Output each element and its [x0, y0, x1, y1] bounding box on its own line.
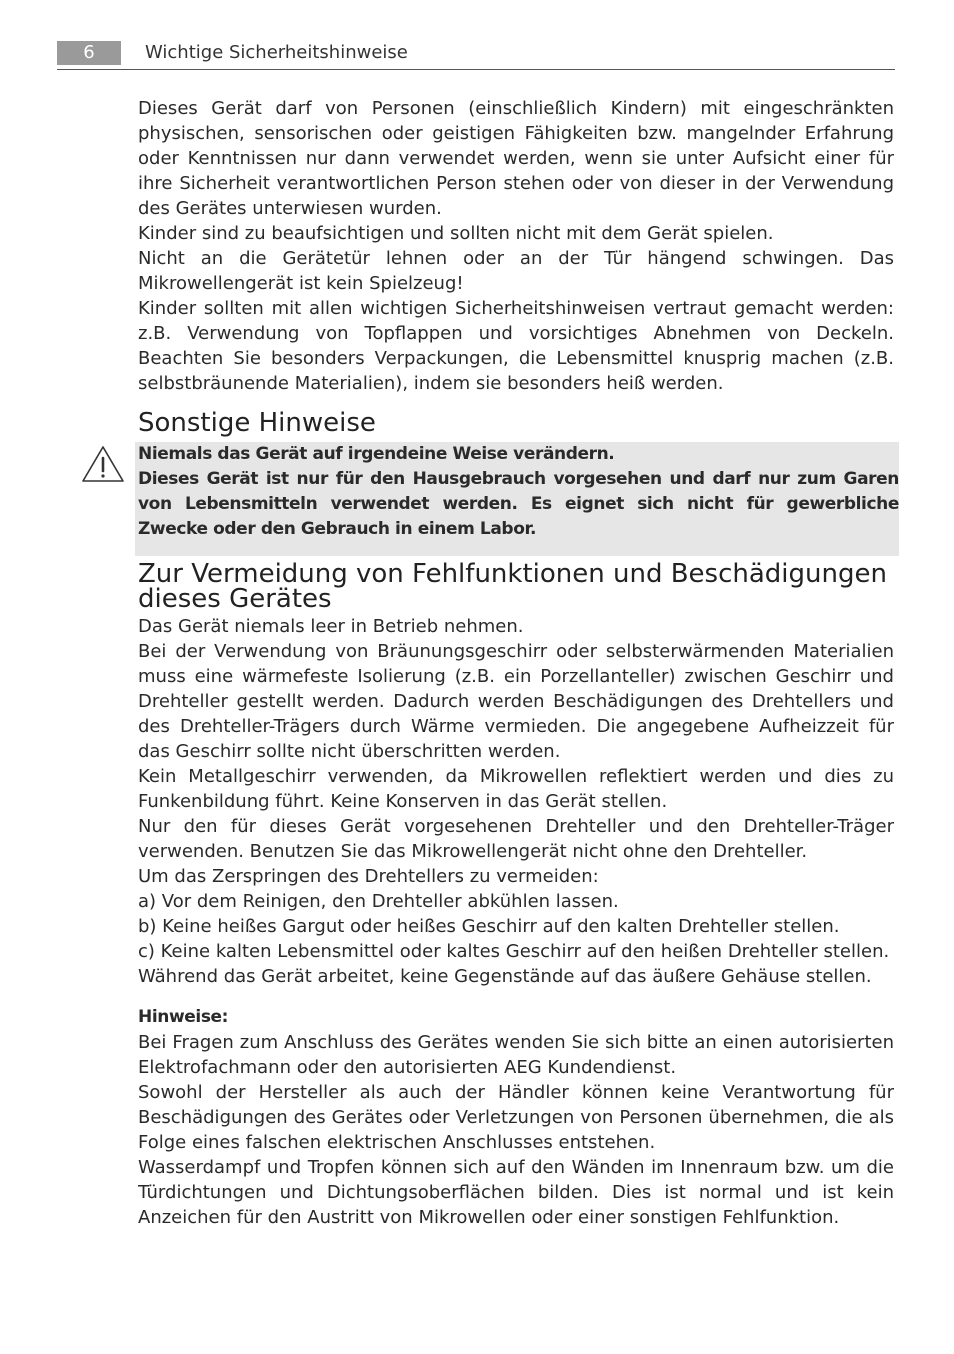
section-paragraph: Um das Zerspringen des Drehtellers zu vermeiden: [138, 866, 599, 887]
intro-paragraph: Kinder sollten mit allen wichtigen Sicherheitshinweisen vertraut gemacht werden: z.B. Verwendung von Topflappen und vorsichtiges Abnehmen von Deckeln. Beachten Sie besonders Verpackungen, die Lebensmittel knusprig machen (z.B. selbstbräunende Materialien), indem sie besonders heiß werden. [138, 298, 894, 394]
page-content [138, 96, 899, 1230]
notes-paragraph: Wasserdampf und Tropfen können sich auf den Wänden im Innenraum bzw. um die Türdichtungen und Dichtungsoberflächen bilden. Dies ist normal und ist kein Anzeichen für den Austritt von Mikrowellen oder einer sonstigen Fehlfunktion. [138, 1157, 894, 1228]
intro-paragraph: Nicht an die Gerätetür lehnen oder an der Tür hängend schwingen. Das Mikrowellengerät ist kein Spielzeug! [138, 248, 894, 294]
section-paragraph: Während das Gerät arbeitet, keine Gegenstände auf das äußere Gehäuse stellen. [138, 966, 872, 987]
page-header [57, 40, 895, 70]
page-number: 6 [57, 41, 121, 65]
list-item: b) Keine heißes Gargut oder heißes Geschirr auf den kalten Drehteller stellen. [138, 916, 840, 937]
section-paragraph: Das Gerät niemals leer in Betrieb nehmen. [138, 616, 524, 637]
warning-text: Niemals das Gerät auf irgendeine Weise verändern. [138, 444, 615, 464]
list-item: a) Vor dem Reinigen, den Drehteller abkühlen lassen. [138, 891, 619, 912]
warning-box [135, 442, 899, 556]
notes-paragraph: Bei Fragen zum Anschluss des Gerätes wenden Sie sich bitte an einen autorisierten Elektrofachmann oder den autorisierten AEG Kundendienst. [138, 1032, 894, 1078]
section-paragraph: Nur den für dieses Gerät vorgesehenen Drehteller und den Drehteller-Träger verwenden. Benutzen Sie das Mikrowellengerät nicht ohne den Drehteller. [138, 816, 894, 862]
list-item: c) Keine kalten Lebensmittel oder kaltes Geschirr auf den heißen Drehteller stellen. [138, 941, 890, 962]
header-title: Wichtige Sicherheitshinweise [145, 42, 408, 63]
section-heading-sonstige: Sonstige Hinweise [138, 408, 376, 438]
section-paragraph: Bei der Verwendung von Bräunungsgeschirr oder selbsterwärmenden Materialien muss eine wärmefeste Isolierung (z.B. ein Porzellanteller) zwischen Geschirr und Drehteller gestellt werden. Dadurch werden Beschädigungen des Drehtellers und des Drehteller-Trägers durch Wärme vermieden. Die angegebene Aufheizzeit für das Geschirr sollte nicht überschritten werden. [138, 641, 894, 762]
warning-triangle-icon [80, 444, 126, 484]
section-paragraph: Kein Metallgeschirr verwenden, da Mikrowellen reflektiert werden und dies zu Funkenbildung führt. Keine Konserven in das Gerät stellen. [138, 766, 894, 812]
section-heading-fehlfunktionen: Zur Vermeidung von Fehlfunktionen und Beschädigungen dieses Gerätes [138, 559, 887, 614]
intro-paragraph: Kinder sind zu beaufsichtigen und sollten nicht mit dem Gerät spielen. [138, 223, 774, 244]
warning-text: Dieses Gerät ist nur für den Hausgebrauch vorgesehen und darf nur zum Garen von Lebensmitteln verwendet werden. Es eignet sich nicht für gewerbliche Zwecke oder den Gebrauch in einem Labor. [138, 469, 899, 539]
notes-paragraph: Sowohl der Hersteller als auch der Händler können keine Verantwortung für Beschädigungen des Gerätes oder Verletzungen von Personen übernehmen, die als Folge eines falschen elektrischen Anschlusses entstehen. [138, 1082, 894, 1153]
notes-title: Hinweise: [138, 1007, 229, 1027]
intro-paragraph: Dieses Gerät darf von Personen (einschließlich Kindern) mit eingeschränkten physischen, sensorischen oder geistigen Fähigkeiten bzw. mangelnder Erfahrung oder Kenntnissen nur dann verwendet werden, wenn sie unter Aufsicht einer für ihre Sicherheit verantwortlichen Person stehen oder von dieser in der Verwendung des Gerätes unterwiesen wurden. [138, 98, 894, 219]
